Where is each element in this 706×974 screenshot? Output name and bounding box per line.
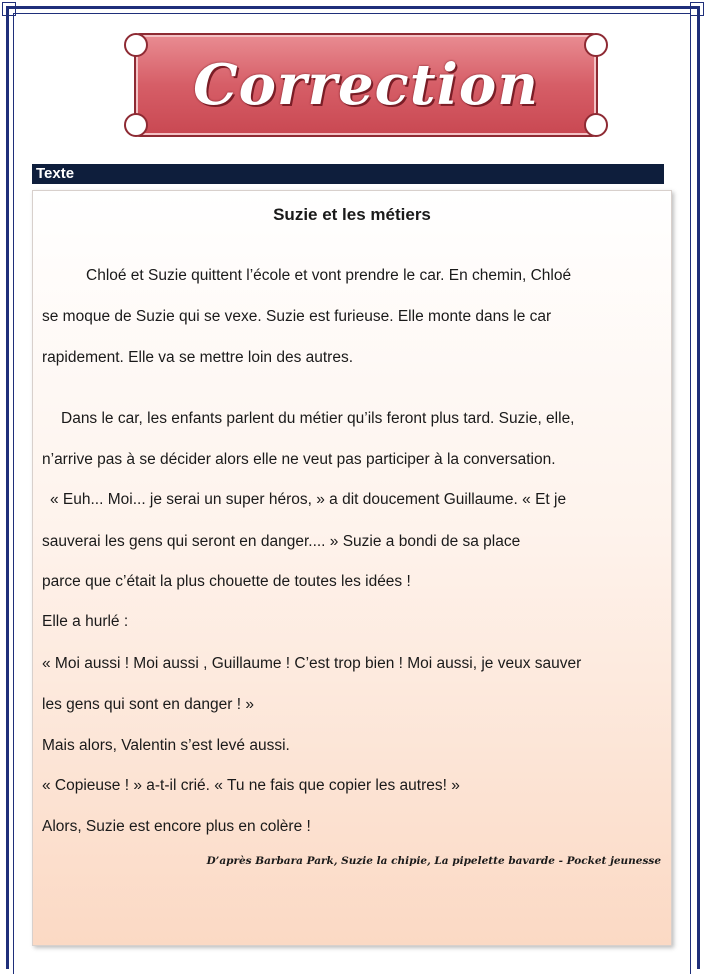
corner-ornament-left bbox=[2, 2, 16, 16]
corner-ornament-right bbox=[690, 2, 704, 16]
text-line: « Moi aussi ! Moi aussi , Guillaume ! C’est trop bien ! Moi aussi, je veux sauver bbox=[42, 655, 582, 672]
story-title: Suzie et les métiers bbox=[273, 205, 431, 224]
text-line: Dans le car, les enfants parlent du métier qu’ils feront plus tard. Suzie, elle, bbox=[61, 410, 575, 427]
text-line: les gens qui sont en danger ! » bbox=[42, 696, 254, 713]
text-line: se moque de Suzie qui se vexe. Suzie est furieuse. Elle monte dans le car bbox=[42, 308, 552, 325]
text-line: « Euh... Moi... je serai un super héros, » a dit doucement Guillaume. « Et je bbox=[50, 491, 567, 508]
text-line: « Copieuse ! » a-t-il crié. « Tu ne fais que copier les autres! » bbox=[42, 777, 460, 794]
text-line: parce que c’était la plus chouette de toutes les idées ! bbox=[42, 573, 411, 590]
text-line: rapidement. Elle va se mettre loin des autres. bbox=[42, 349, 354, 366]
text-line: Alors, Suzie est encore plus en colère ! bbox=[42, 818, 311, 835]
text-line: sauverai les gens qui seront en danger.... » Suzie a bondi de sa place bbox=[42, 533, 521, 550]
source-citation: D’après Barbara Park, Suzie la chipie, La pipelette bavarde - Pocket jeunesse bbox=[206, 855, 661, 867]
text-box bbox=[32, 190, 672, 946]
banner-title: Correction bbox=[193, 52, 539, 118]
section-header: Texte bbox=[32, 164, 664, 184]
text-line: n’arrive pas à se décider alors elle ne veut pas participer à la conversation. bbox=[42, 451, 556, 468]
text-line: Mais alors, Valentin s’est levé aussi. bbox=[42, 737, 290, 754]
text-line: Chloé et Suzie quittent l’école et vont prendre le car. En chemin, Chloé bbox=[86, 267, 572, 284]
correction-banner bbox=[134, 33, 598, 137]
text-line: Elle a hurlé : bbox=[42, 613, 129, 630]
